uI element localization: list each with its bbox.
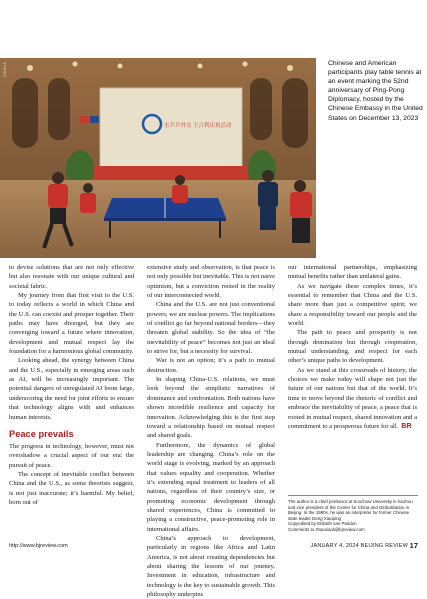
event-photo (0, 58, 316, 258)
section-heading: Peace prevails (9, 428, 74, 439)
paragraph: China and the U.S. are not just conventional powers; we are nuclear powers. The implications of conflict go far beyond national borders—they threaten global stability. So the idea of “the inevitability of peace” becomes not just an ideal to strive for, but a necessity for survival. (147, 301, 275, 356)
paragraph (288, 366, 417, 431)
paragraph: Furthermore, the dynamics of global leadership are changing. China’s role on the world stage is evolving, marked by an approach that values equality and cooperation. Whether it’s extending equal treatment to leaders of all nations, regardless of their country’s size, or promoting economic development through shared experiences, China is committed to playing a constructive, peace-promoting role in international affairs. (147, 441, 275, 533)
comments-email: Comments to zhaoxiaoli@bjreview.com (288, 526, 365, 532)
column-3 (288, 263, 417, 431)
paragraph: The progress in technology, however, must not overshadow a crucial aspect of our era: the pursuit of peace. (9, 442, 134, 469)
column-1 (9, 263, 134, 507)
paragraph: China’s approach to development, particularly in regions like Africa and Latin America, is not about creating dependencies but about sharing the lessons of our journey. Investment in education, infrastructure and technology is the key to sustainable growth. This philosophy underpins (147, 534, 275, 599)
bio-text: The author is a chief professor at Soochow University in Suzhou and vice president of the Center for China and Globalization in Beijing. In the 1990s, he was an interpreter for former Chinese state leader Deng Xiaoping (288, 499, 413, 521)
paragraph: As we navigate these complex times, it’s essential to remember that China and the U.S. share more than just a competitive spirit; we share a responsibility toward our people and the world. (288, 282, 417, 328)
page-number: 17 (409, 541, 418, 550)
paragraph: our international partnerships, emphasizing mutual benefits rather than unilateral gains. (288, 264, 417, 281)
paragraph: My journey from that first visit to the U.S. to today reflects a world in which China and the U.S. can coexist and prosper together. Their paths may have diverged, but they are converging toward a future where innovation, development and mutual respect lay the foundation for a harmonious global community. (9, 292, 134, 356)
paragraph: Looking ahead, the synergy between China and the U.S., especially in emerging areas such as AI, will be increasingly important. The potential dangers of unregulated AI loom large, underscoring the need for joint efforts to ensure that technology aligns with and enhances human interests. (9, 357, 134, 421)
br-end-logo: BR (401, 422, 412, 430)
paragraph: The path to peace and prosperity is not through domination but through cooperation, mutual understanding, and respect for each other’s unique paths to development. (288, 329, 417, 365)
paragraph: The concept of inevitable conflict between China and the U.S., as some theorists suggest, is not just inaccurate; it’s harmful. My belief, born out of (9, 470, 134, 506)
publication-info: JANUARY 4, 2024 BEIJING REVIEW (310, 543, 408, 549)
paragraph: to devise solutions that are not only effective but also resonate with our unique cultural and societal fabric. (9, 264, 134, 290)
copyeditor-credit: Copyedited by Elsbeth van Paridon (288, 521, 357, 527)
photo-caption: Chinese and American participants play table tennis at an event marking the 52nd anniversary of Ping-Pong Diplomacy, hosted by the Chinese Embassy in the United States on December 13, 2023 (328, 60, 423, 122)
paragraph: War is not an option; it’s a path to mutual destruction. (147, 357, 275, 374)
table-tennis-photo-illustration (0, 58, 316, 258)
paragraph: In shaping China-U.S. relations, we must look beyond the simplistic narratives of dominance and confrontation. Both nations have shown incredible resilience and capacity for innovation. Acknowledging this is the first step toward a relationship based on mutual respect and shared goals. (147, 376, 275, 440)
website-link[interactable]: http://www.bjreview.com (9, 543, 68, 549)
paragraph-text: As we stand at this crossroads of history, the choices we make today will shape not just the future of our nations but that of the world. It’s time to move beyond the rhetoric of conflict and embrace the inevitability of peace, a peace that is rooted in mutual respect, shared innovation and a commitment to a prosperous future for all. (288, 366, 417, 430)
banner-text: 水乒乒外交 王吉利庆祝活动 (164, 123, 232, 129)
page-footer (9, 541, 418, 553)
photo-credit: XINHUA (2, 62, 7, 78)
author-bio (288, 495, 418, 533)
paragraph: extensive study and observation, is that peace is not only possible but inevitable. This is not naive optimism, but a conviction rooted in the reality of our interconnected world. (147, 264, 275, 300)
